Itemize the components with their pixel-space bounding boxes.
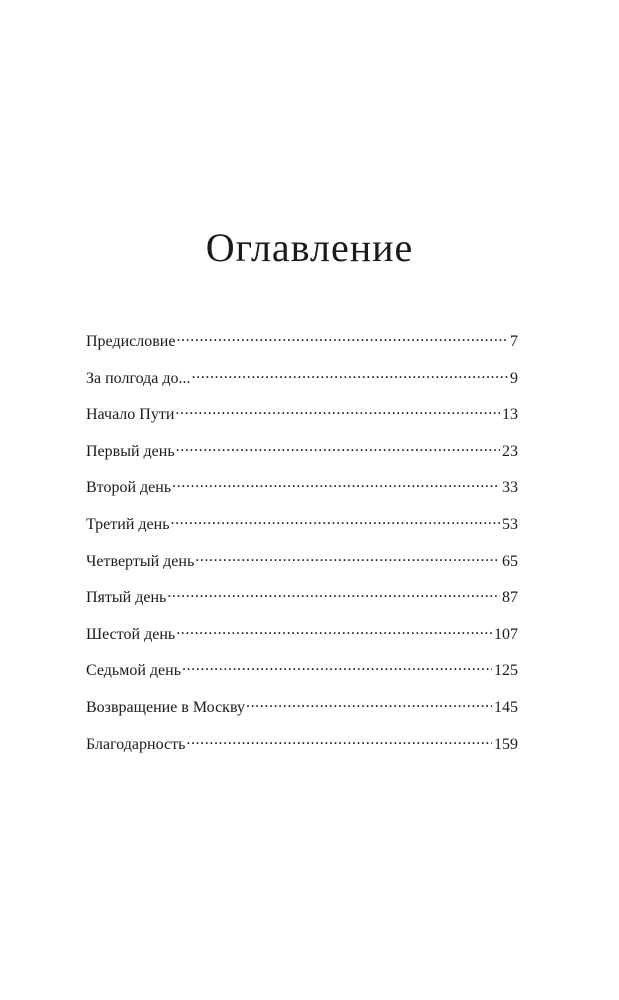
toc-entry-title: За полгода до...: [86, 369, 191, 387]
toc-entry-title: Возвращение в Москву: [86, 698, 245, 716]
page-title: Оглавление: [205, 225, 414, 270]
toc-entry: [86, 584, 518, 621]
toc-entry: [86, 401, 518, 438]
toc-entry-page-number: 145: [494, 698, 518, 716]
toc-entry: [86, 621, 518, 658]
toc-entry-title: Пятый день: [86, 589, 167, 607]
toc-entry: [86, 694, 518, 731]
table-of-contents: [86, 328, 518, 767]
toc-entry-title: Второй день: [86, 479, 172, 497]
toc-entry-title: Четвертый день: [86, 552, 195, 570]
toc-entry-page-number: 53: [502, 515, 518, 533]
toc-entry: [86, 548, 518, 585]
toc-entry: [86, 474, 518, 511]
toc-entry-title: Первый день: [86, 442, 175, 460]
dot-leader: [246, 694, 492, 712]
toc-entry: [86, 365, 518, 402]
toc-entry-page-number: 7: [510, 333, 518, 350]
toc-entry-title: Шестой день: [86, 625, 176, 643]
toc-entry-title: Предисловие: [86, 333, 176, 350]
toc-entry: [86, 438, 518, 475]
toc-entry-title: Начало Пути: [86, 406, 175, 424]
dot-leader: [176, 328, 508, 346]
toc-entry: [86, 511, 518, 548]
toc-entry-title: Третий день: [86, 515, 170, 533]
toc-entry-page-number: 33: [502, 479, 518, 497]
dot-leader: [176, 621, 492, 639]
toc-entry-page-number: 125: [494, 662, 518, 680]
toc-entry: [86, 731, 518, 768]
dot-leader: [172, 474, 500, 492]
dot-leader: [176, 438, 500, 456]
dot-leader: [175, 401, 500, 419]
dot-leader: [195, 548, 500, 566]
dot-leader: [182, 657, 492, 675]
toc-entry-title: Седьмой день: [86, 662, 181, 680]
toc-entry-title: Благодарность: [86, 735, 186, 753]
toc-entry-page-number: 159: [494, 735, 518, 753]
dot-leader: [167, 584, 500, 602]
dot-leader: [186, 731, 492, 749]
toc-entry-page-number: 65: [502, 552, 518, 570]
toc-entry-page-number: 23: [502, 442, 518, 460]
toc-entry-page-number: 107: [494, 625, 518, 643]
dot-leader: [192, 365, 508, 383]
toc-entry-page-number: 87: [502, 589, 518, 607]
toc-entry: [86, 657, 518, 694]
toc-entry-page-number: 13: [502, 406, 518, 424]
toc-entry-page-number: 9: [510, 369, 518, 387]
dot-leader: [170, 511, 500, 529]
toc-entry: [86, 328, 518, 365]
